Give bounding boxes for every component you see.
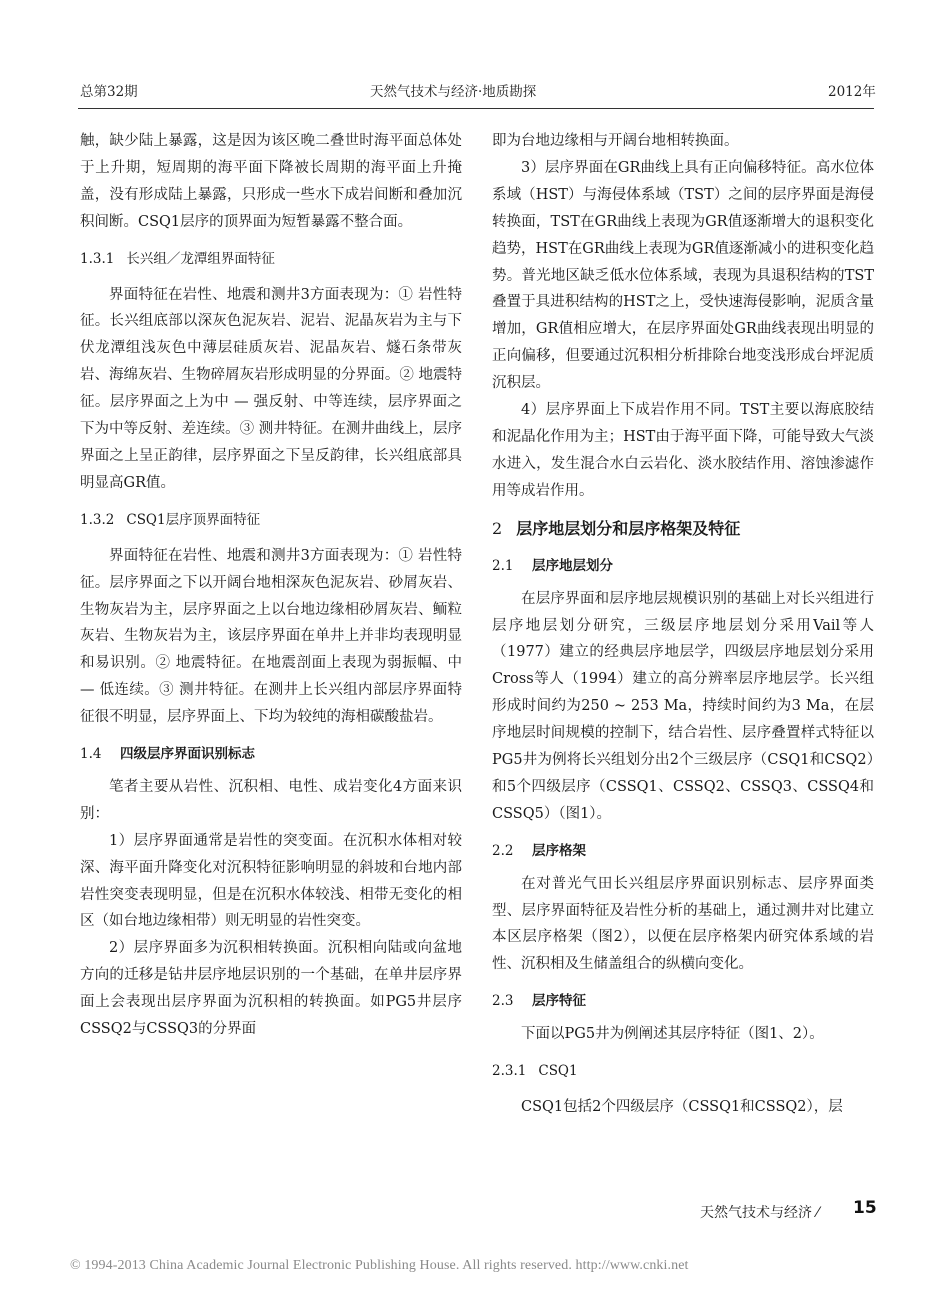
heading-number: 2.3.1: [492, 1063, 527, 1080]
journal-section: 天然气技术与经济·地质勘探: [370, 84, 537, 100]
heading-number: 2.3: [492, 993, 514, 1010]
footer-journal-name: 天然气技术与经济 ⁄: [700, 1205, 819, 1221]
paragraph: 界面特征在岩性、地震和测井3方面表现为：① 岩性特征。层序界面之下以开阔台地相深灰色泥灰岩、砂屑灰岩、生物灰岩为主，层序界面之上以台地边缘相砂屑灰岩、鲕粒灰岩、生物灰岩为主，该层序界面在单井上并非均表现明显和易识别。② 地震特征。在地震剖面上表现为弱振幅、中 — 低连续。③ 测井特征。在测井上长兴组内部层序界面特征很不明显，层序界面上、下均为较纯的海相碳酸盐岩。: [80, 547, 462, 726]
heading-text: 长兴组／龙潭组界面特征: [126, 250, 275, 267]
heading-text: 四级层序界面识别标志: [120, 746, 255, 763]
paragraph: 4）层序界面上下成岩作用不同。TST主要以海底胶结和泥晶化作用为主；HST由于海平面下降，可能导致大气淡水进入，发生混合水白云岩化、淡水胶结作用、溶蚀渗滤作用等成岩作用。: [492, 402, 874, 499]
heading-number: 1.3.2: [80, 511, 115, 528]
subsection-heading: [492, 1058, 874, 1085]
subsection-heading: [80, 741, 462, 768]
section-heading: [492, 515, 874, 543]
paragraph: 触，缺少陆上暴露，这是因为该区晚二叠世时海平面总体处于上升期，短周期的海平面下降被长周期的海平面上升掩盖，没有形成陆上暴露，只形成一些水下成岩间断和叠加沉积间断。CSQ1层序的顶界面为短暂暴露不整合面。: [80, 133, 462, 230]
heading-text: 层序地层划分: [532, 557, 613, 574]
paragraph: 2）层序界面多为沉积相转换面。沉积相向陆或向盆地方向的迁移是钻井层序地层识别的一个基础，在单井层序界面上会表现出层序界面为沉积相的转换面。如PG5井层序CSSQ2与CSSQ3的分界面: [80, 940, 462, 1038]
heading-number: 2.1: [492, 557, 514, 574]
heading-text: 层序格架: [532, 842, 586, 859]
heading-text: 层序特征: [532, 993, 586, 1010]
year: 2012年: [828, 84, 876, 100]
heading-text: CSQ1: [538, 1063, 578, 1080]
paragraph: 1）层序界面通常是岩性的突变面。在沉积水体相对较深、海平面升降变化对沉积特征影响明显的斜坡和台地内部岩性突变表现明显，但是在沉积水体较浅、相带无变化的相区（如台地边缘相带）则无明显的岩性突变。: [80, 832, 462, 930]
subsection-heading: [80, 507, 462, 534]
paragraph: 笔者主要从岩性、沉积相、电性、成岩变化4方面来识别：: [80, 778, 462, 822]
subsection-heading: [492, 838, 874, 865]
heading-text: CSQ1层序顶界面特征: [126, 511, 261, 528]
subsection-heading: [80, 246, 462, 273]
paragraph: 在层序界面和层序地层规模识别的基础上对长兴组进行层序地层划分研究，三级层序地层划分采用Vail等人（1977）建立的经典层序地层学，四级层序地层划分采用Cross等人（1994）建立的高分辨率层序地层学。长兴组形成时间约为250 ~ 253 Ma，持续时间约为3 Ma，在层序地层时间规模的控制下，结合岩性、层序叠置样式特征以PG5井为例将长兴组划分出2个三级层序（CSQ1和CSQ2）和5个四级层序（CSSQ1、CSSQ2、CSSQ3、CSSQ4和CSSQ5）（图1）。: [492, 590, 874, 822]
left-column: [80, 128, 462, 1043]
paragraph: 下面以PG5井为例阐述其层序特征（图1、2）。: [521, 1026, 824, 1043]
paragraph: 3）层序界面在GR曲线上具有正向偏移特征。高水位体系域（HST）与海侵体系域（TST）之间的层序界面是海侵转换面，TST在GR曲线上表现为GR值逐渐增大的退积变化趋势，HST在GR曲线上表现为GR值逐渐减小的进积变化趋势。普光地区缺乏低水位体系域，表现为具退积结构的TST叠置于具进积结构的HST之上，受快速海侵影响，泥质含量增加，GR值相应增大，在层序界面处GR曲线表现出明显的正向偏移，但要通过沉积相分析排除台地变浅形成台坪泥质沉积层。: [492, 159, 874, 392]
subsection-heading: [492, 988, 874, 1015]
subsection-heading: [492, 553, 874, 580]
heading-number: 2.2: [492, 842, 514, 859]
paragraph: 界面特征在岩性、地震和测井3方面表现为：① 岩性特征。长兴组底部以深灰色泥灰岩、泥岩、泥晶灰岩为主与下伏龙潭组浅灰色中薄层硅质灰岩、泥晶灰岩、燧石条带灰岩、海绵灰岩、生物碎屑灰岩形成明显的分界面。② 地震特征。层序界面之上为中 — 强反射、中等连续，层序界面之下为中等反射、差连续。③ 测井特征。在测井曲线上，层序界面之上呈正韵律，层序界面之下呈反韵律，长兴组底部具明显高GR值。: [80, 286, 462, 491]
heading-number: 2: [492, 518, 503, 538]
issue-number: 总第32期: [80, 84, 138, 100]
heading-number: 1.4: [80, 746, 102, 763]
right-column: [492, 128, 874, 1121]
copyright-notice: © 1994-2013 China Academic Journal Electronic Publishing House. All rights reserved. http://www.cnki.net: [70, 1258, 689, 1273]
header-rule: [78, 108, 874, 109]
paragraph: CSQ1包括2个四级层序（CSSQ1和CSSQ2），层: [521, 1099, 843, 1115]
heading-number: 1.3.1: [80, 250, 115, 267]
page-number: 15: [853, 1198, 877, 1218]
paragraph: 即为台地边缘相与开阔台地相转换面。: [492, 133, 739, 149]
paragraph: 在对普光气田长兴组层序界面识别标志、层序界面类型、层序界面特征及岩性分析的基础上，通过测井对比建立本区层序格架（图2），以便在层序格架内研究体系域的岩性、沉积相及生储盖组合的纵横向变化。: [492, 875, 874, 973]
heading-text: 层序地层划分和层序格架及特征: [516, 518, 741, 538]
